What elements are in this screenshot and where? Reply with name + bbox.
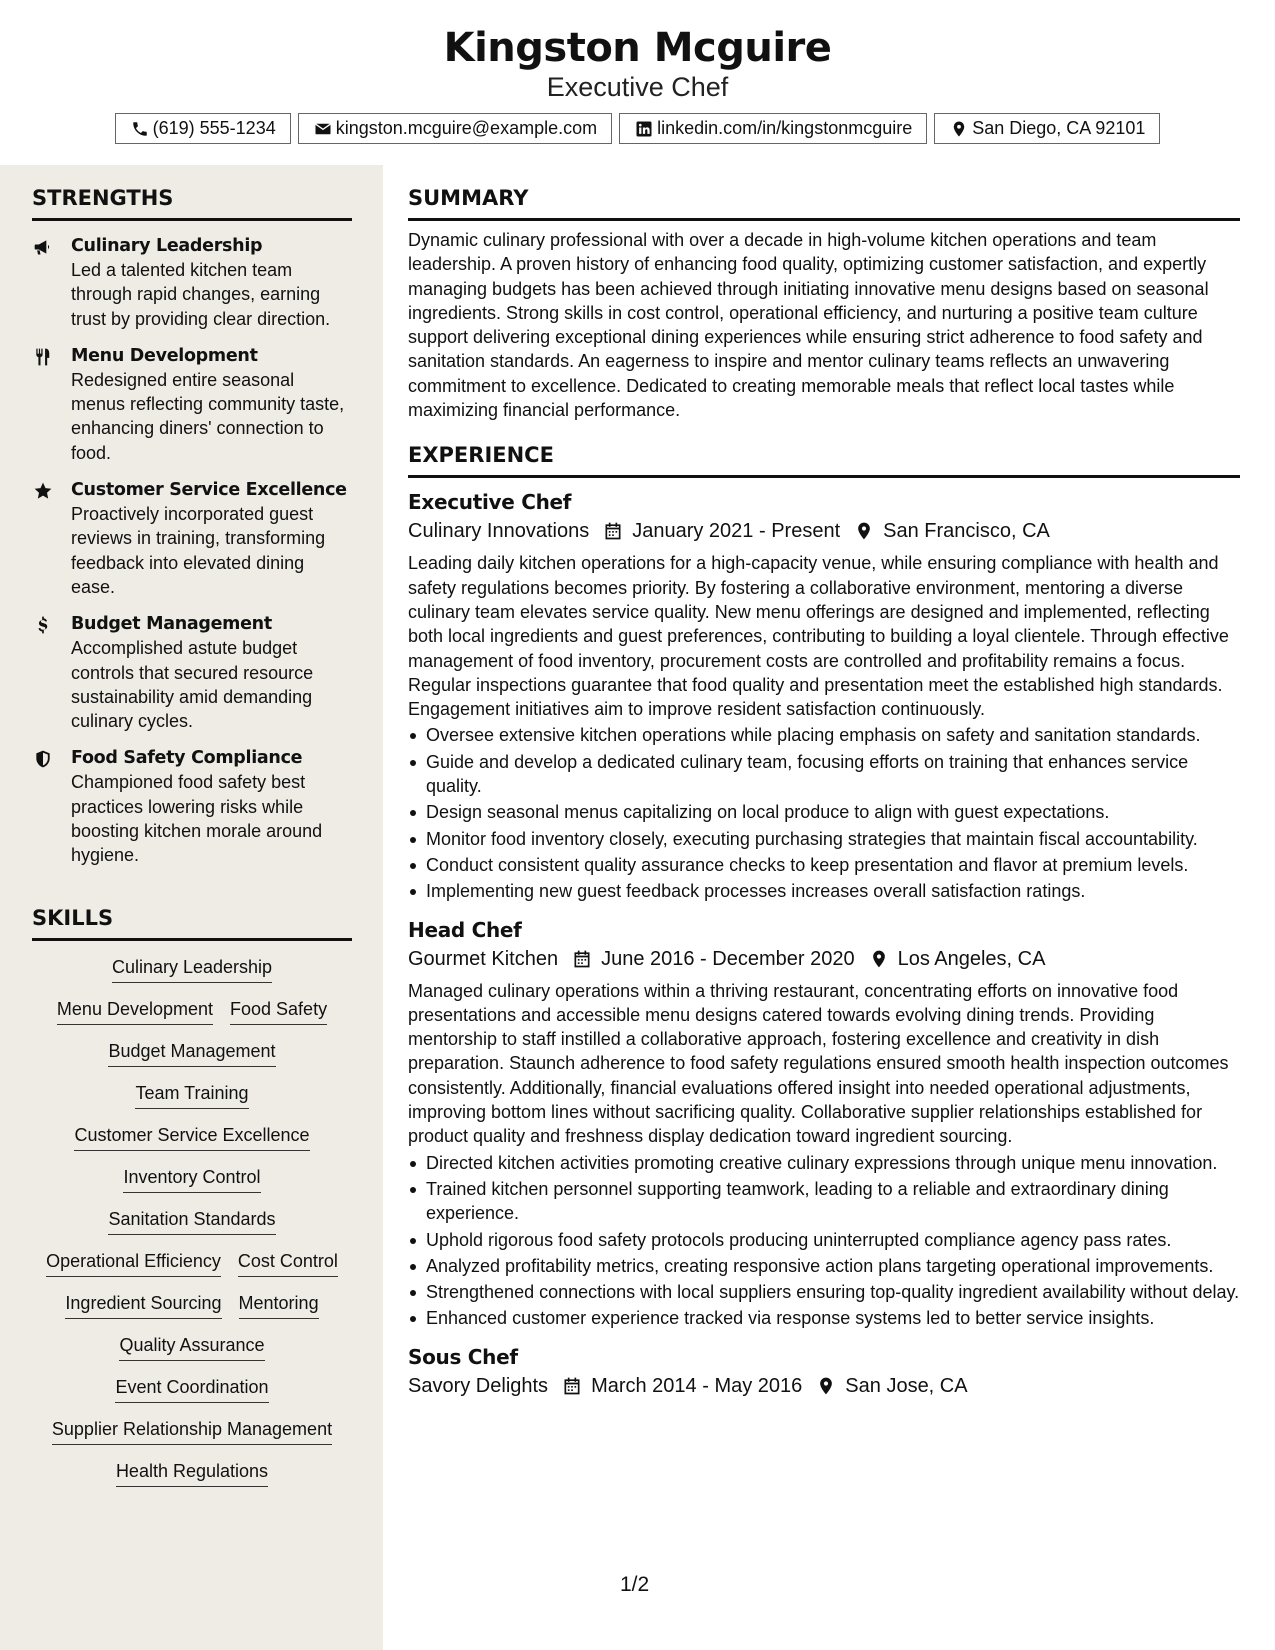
job-bullet: Oversee extensive kitchen operations while placing emphasis on safety and sanitation standards. [408, 723, 1240, 747]
job-dates: January 2021 - Present [632, 520, 841, 543]
job-location: San Jose, CA [845, 1374, 968, 1397]
resume-header [0, 0, 1275, 103]
job-company: Savory Delights [408, 1374, 549, 1397]
bullhorn-icon [32, 236, 54, 258]
skill-tag: Mentoring [239, 1291, 319, 1319]
page-indicator: 1/2 [620, 1573, 650, 1596]
experience-heading: EXPERIENCE [408, 442, 1240, 478]
skill-tag: Cost Control [238, 1249, 338, 1277]
job-bullet: Design seasonal menus capitalizing on local produce to align with guest expectations. [408, 800, 1240, 824]
skills-heading: SKILLS [32, 905, 352, 941]
calendar-icon [571, 948, 593, 970]
dollar-icon [32, 614, 54, 636]
job-bullet: Analyzed profitability metrics, creating responsive action plans targeting operational improvements. [408, 1254, 1240, 1278]
job-bullets [408, 723, 1240, 903]
envelope-icon [313, 119, 333, 139]
strength-desc: Accomplished astute budget controls that secured resource sustainability amid demanding culinary cycles. [71, 638, 314, 732]
skill-tag: Budget Management [108, 1039, 275, 1067]
job-bullet: Monitor food inventory closely, executing purchasing strategies that maintain fiscal accountability. [408, 827, 1240, 851]
job-bullet: Implementing new guest feedback processes increases overall satisfaction ratings. [408, 879, 1240, 903]
shield-icon [32, 748, 54, 770]
contact-email[interactable] [298, 113, 612, 144]
candidate-name: Kingston Mcguire [443, 25, 832, 71]
contact-phone-text: (619) 555-1234 [152, 118, 276, 138]
skill-tag: Customer Service Excellence [74, 1123, 309, 1151]
job-dates: March 2014 - May 2016 [591, 1374, 803, 1397]
contact-bar [0, 113, 1275, 144]
calendar-icon [561, 1375, 583, 1397]
phone-icon [130, 119, 150, 139]
job-location: Los Angeles, CA [897, 947, 1046, 970]
contact-email-text: kingston.mcguire@example.com [335, 118, 598, 138]
skills-row [32, 1417, 352, 1445]
strength-desc: Redesigned entire seasonal menus reflecting community taste, enhancing diners' connection to food. [71, 369, 345, 463]
strength-item [32, 612, 352, 733]
summary-heading: SUMMARY [408, 185, 1240, 221]
job-title: Sous Chef [408, 1344, 518, 1369]
skill-tag: Operational Efficiency [46, 1249, 221, 1277]
job-meta [408, 1372, 1240, 1400]
job-bullet: Uphold rigorous food safety protocols producing uninterrupted compliance agency pass rates. [408, 1228, 1240, 1252]
skill-tag: Culinary Leadership [112, 955, 272, 983]
strength-item [32, 746, 352, 867]
skill-tag: Inventory Control [123, 1165, 260, 1193]
candidate-role: Executive Chef [546, 72, 729, 102]
map-pin-icon [815, 1375, 837, 1397]
utensils-icon [32, 346, 54, 368]
job-bullet: Directed kitchen activities promoting creative culinary expressions through unique menu innovation. [408, 1151, 1240, 1175]
map-pin-icon [949, 119, 969, 139]
skills-row [32, 1249, 352, 1277]
job-entry [408, 1343, 1240, 1400]
job-entry [408, 488, 1240, 903]
map-pin-icon [868, 948, 890, 970]
contact-linkedin[interactable] [619, 113, 927, 144]
strength-desc: Proactively incorporated guest reviews in training, transforming feedback into elevated dining ease. [71, 504, 326, 597]
contact-linkedin-text: linkedin.com/in/kingstonmcguire [657, 118, 913, 138]
skills-row [32, 1039, 352, 1067]
strength-desc: Championed food safety best practices lowering risks while boosting kitchen morale around hygiene. [71, 772, 323, 866]
job-company: Culinary Innovations [408, 520, 590, 543]
skill-tag: Quality Assurance [119, 1333, 264, 1361]
job-location: San Francisco, CA [883, 520, 1050, 543]
skill-tag: Sanitation Standards [108, 1207, 275, 1235]
contact-phone[interactable] [115, 113, 291, 144]
strength-title: Menu Development [71, 345, 258, 366]
skill-tag: Team Training [135, 1081, 248, 1109]
skill-tag: Food Safety [230, 997, 327, 1025]
skills-row [32, 955, 352, 983]
linkedin-icon [634, 119, 654, 139]
skills-row [32, 1375, 352, 1403]
job-bullets [408, 1151, 1240, 1331]
strength-title: Budget Management [71, 614, 272, 635]
calendar-icon [602, 520, 624, 542]
skills-row [32, 1081, 352, 1109]
job-entry [408, 916, 1240, 1331]
strength-desc: Led a talented kitchen team through rapid changes, earning trust by providing clear direction. [71, 260, 331, 329]
skill-tag: Menu Development [57, 997, 213, 1025]
strength-title: Culinary Leadership [71, 236, 263, 256]
strength-title: Customer Service Excellence [71, 480, 347, 501]
job-dates: June 2016 - December 2020 [601, 947, 855, 970]
job-bullet: Strengthened connections with local suppliers ensuring top-quality ingredient availability without delay. [408, 1280, 1240, 1304]
skill-tag: Health Regulations [116, 1459, 268, 1487]
contact-location[interactable] [934, 113, 1160, 144]
skill-tag: Event Coordination [115, 1375, 268, 1403]
strength-item [32, 234, 352, 331]
strength-item [32, 344, 352, 465]
job-bullet: Trained kitchen personnel supporting teamwork, leading to a reliable and extraordinary dining experience. [408, 1177, 1240, 1226]
job-description: Leading daily kitchen operations for a high-capacity venue, while ensuring compliance with health and safety regulations becomes priority. By fostering a collaborative environment, mentoring a diverse culinary team elevates service quality. New menu offerings are designed and implemented, reflecting both local ingredients and guest preferences, contributing to building a loyal clientele. Through effective management of food inventory, procurement costs are controlled and profitability remains a focus. Regular inspections guarantee that food quality and presentation meet the established high standards. Engagement initiatives aim to improve resident satisfaction continuously. [408, 553, 1229, 720]
job-title: Executive Chef [408, 490, 572, 515]
strength-title: Food Safety Compliance [71, 748, 303, 769]
job-description: Managed culinary operations within a thriving restaurant, concentrating efforts on innovative food presentations and accessible menu designs catered towards evolving dining trends. Providing mentorship to staff instilled a collaborative approach, fostering excellence and creativity in dish preparation. Staunch adherence to food safety regulations ensured smooth health inspection outcomes consistently. Additionally, financial evaluations offered insight into needed operational adjustments, improving bottom lines without sacrificing quality. Collaborative supplier relationships established for product quality and freshness display dedication toward ingredient sourcing. [408, 980, 1229, 1147]
job-meta [408, 517, 1240, 545]
map-pin-icon [853, 520, 875, 542]
skills-row [32, 1333, 352, 1361]
main-column [408, 185, 1240, 1400]
skills-row [32, 1123, 352, 1151]
job-title: Head Chef [408, 917, 522, 942]
strength-item [32, 478, 352, 599]
skills-row [32, 1291, 352, 1319]
job-bullet: Guide and develop a dedicated culinary team, focusing efforts on training that enhances service quality. [408, 750, 1240, 799]
skills-section [32, 905, 352, 1487]
strengths-heading: STRENGTHS [32, 185, 352, 221]
skills-row [32, 997, 352, 1025]
skill-tag: Ingredient Sourcing [65, 1291, 221, 1319]
skill-tag: Supplier Relationship Management [52, 1417, 332, 1445]
skills-row [32, 1207, 352, 1235]
summary-text: Dynamic culinary professional with over a decade in high-volume kitchen operations and team leadership. A proven history of enhancing food quality, optimizing customer satisfaction, and expertly managing budgets has been achieved through initiating innovative menu designs based on seasonal ingredients. Strong skills in cost control, operational efficiency, and nurturing a positive team culture support delivering exceptional dining experiences while ensuring strict adherence to food safety and sanitation standards. An eagerness to inspire and mentor culinary teams reflects an unwavering commitment to excellence. Dedicated to creating memorable meals that reflect local tastes while maximizing financial performance. [408, 230, 1209, 421]
contact-location-text: San Diego, CA 92101 [972, 118, 1146, 138]
skills-row [32, 1165, 352, 1193]
skills-row [32, 1459, 352, 1487]
star-icon [32, 480, 54, 502]
strengths-section [32, 185, 352, 868]
job-company: Gourmet Kitchen [408, 947, 559, 970]
job-bullet: Enhanced customer experience tracked via response systems led to better service insights. [408, 1306, 1240, 1330]
job-bullet: Conduct consistent quality assurance checks to keep presentation and flavor at premium levels. [408, 853, 1240, 877]
job-meta [408, 945, 1240, 973]
